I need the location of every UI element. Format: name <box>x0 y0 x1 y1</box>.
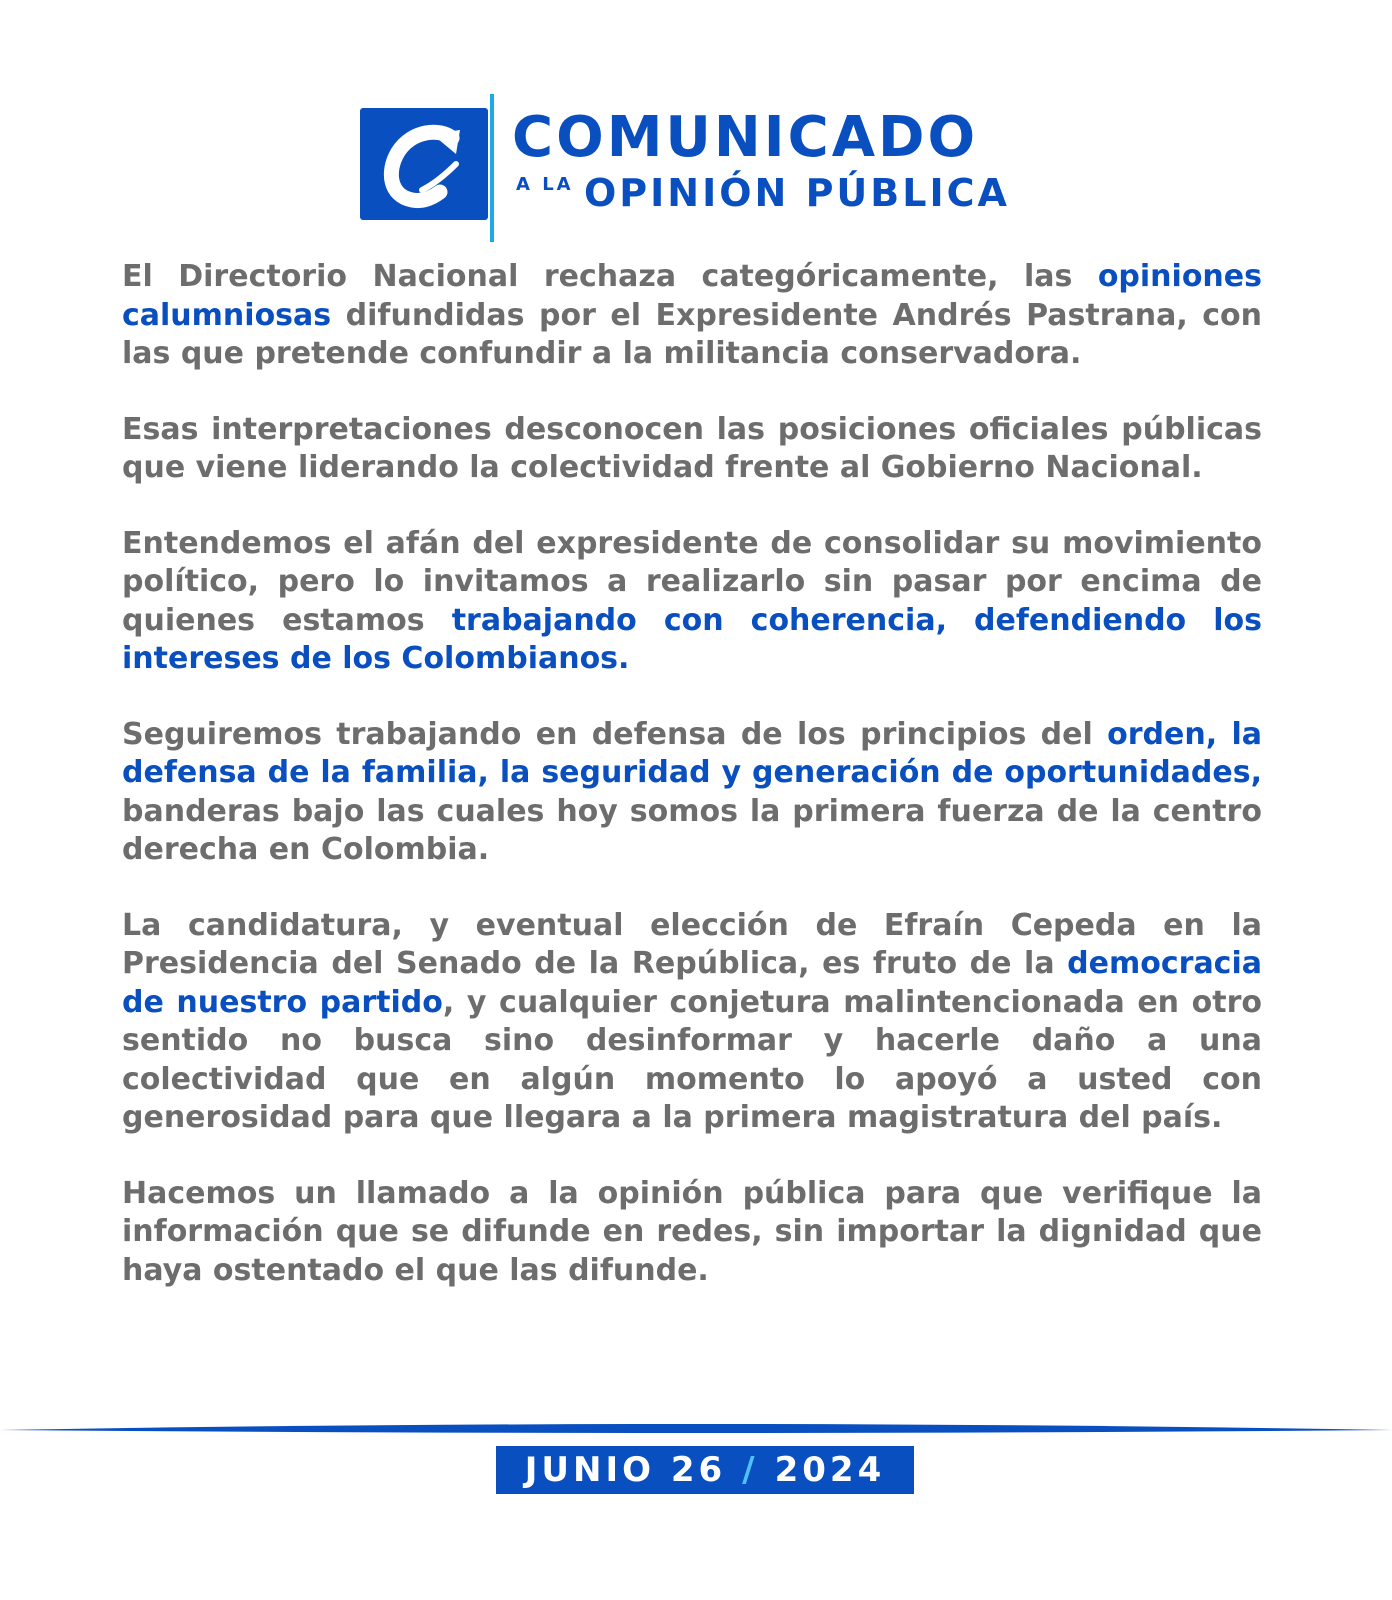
statement-body <box>122 258 1262 1327</box>
page-subtitle: OPINIÓN PÚBLICA <box>584 171 1010 215</box>
subtitle-prefix: A LA <box>516 174 574 195</box>
paragraph-text: Seguiremos trabajando en defensa de los principios del <box>122 716 1108 752</box>
date-badge <box>496 1446 914 1494</box>
footer-swoosh <box>0 1420 1392 1440</box>
paragraph-3 <box>122 525 1262 679</box>
date-separator: / <box>742 1450 759 1490</box>
party-logo <box>360 108 488 220</box>
paragraph-6 <box>122 1175 1262 1291</box>
highlight-text: orden, la defensa de la familia, la seguridad y generación de oportunidades, <box>122 716 1262 790</box>
paragraph-5 <box>122 907 1262 1138</box>
header-divider <box>490 94 494 242</box>
paragraph-text: difundidas por el Expresidente Andrés Pastrana, con las que pretende confundir a la militancia conservadora. <box>122 297 1262 371</box>
page-title: COMUNICADO <box>512 105 979 170</box>
header <box>360 94 1020 242</box>
highlight-text: opiniones calumniosas <box>122 259 1262 333</box>
paragraph-1 <box>122 258 1262 374</box>
paragraph-4 <box>122 716 1262 870</box>
date-year: 2024 <box>774 1450 886 1490</box>
date-day: JUNIO 26 <box>524 1450 727 1490</box>
paragraph-text: banderas bajo las cuales hoy somos la primera fuerza de la centro derecha en Colombia. <box>122 793 1262 867</box>
paragraph-2 <box>122 411 1262 488</box>
paragraph-text: La candidatura, y eventual elección de Efraín Cepeda en la Presidencia del Senado de la República, es fruto de la <box>122 907 1262 981</box>
highlight-text: democracia de nuestro partido <box>122 946 1262 1020</box>
paragraph-text: El Directorio Nacional rechaza categóricamente, las <box>122 259 1098 294</box>
paragraph-text: Hacemos un llamado a la opinión pública para que verifique la información que se difunde en redes, sin importar la dignidad que haya ostentado el que las difunde. <box>122 1175 1262 1288</box>
highlight-text: trabajando con coherencia, defendiendo los intereses de los Colombianos. <box>122 602 1262 676</box>
party-c-logo-icon <box>360 108 488 220</box>
paragraph-text: Entendemos el afán del expresidente de consolidar su movimiento político, pero lo invitamos a realizarlo sin pasar por encima de quienes estamos <box>122 525 1262 638</box>
paragraph-text: , y cualquier conjetura malintencionada en otro sentido no busca sino desinformar y hacerle daño a una colectividad que en algún momento lo apoyó a usted con generosidad para que llegara a la primera magistratura del país. <box>122 984 1262 1135</box>
paragraph-text: Esas interpretaciones desconocen las posiciones oficiales públicas que viene liderando la colectividad frente al Gobierno Nacional. <box>122 411 1262 485</box>
